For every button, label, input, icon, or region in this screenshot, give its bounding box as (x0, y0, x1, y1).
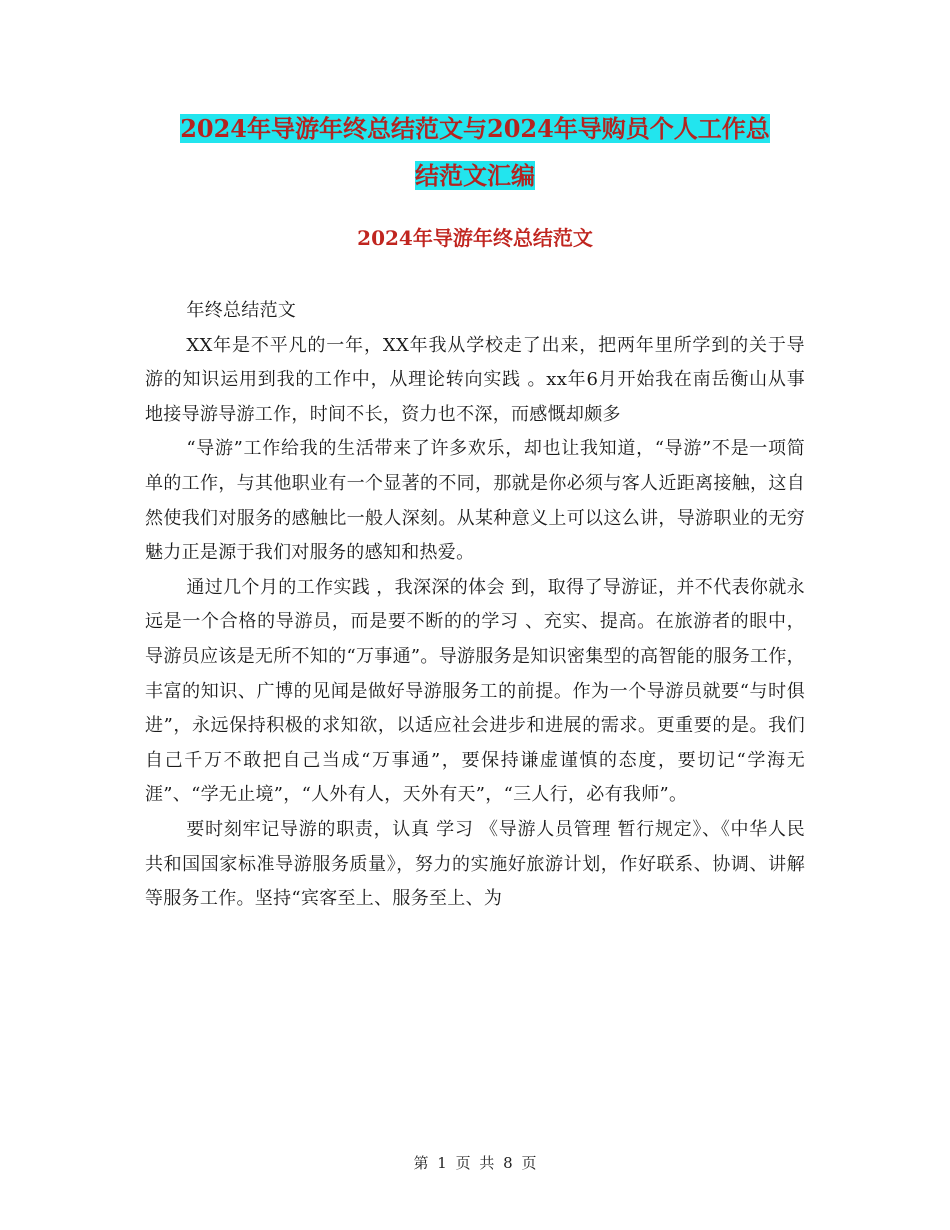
paragraph: XX年是不平凡的一年，XX年我从学校走了出来，把两年里所学到的关于导游的知识运用到我的工作中，从理论转向实践 。xx年6月开始我在南岳衡山从事地接导游导游工作，时间不长，资力也不深，而感慨却颇多 (145, 334, 805, 425)
section-title: 2024年导游年终总结范文 (357, 226, 593, 250)
paragraph: 要时刻牢记导游的职责，认真 学习 《导游人员管理 暂行规定》、《中华人民共和国国家标准导游服务质量》，努力的实施好旅游计划，作好联系、协调、讲解等服务工作。坚持“宾客至上、服务至上、为 (145, 818, 805, 910)
paragraph: “导游”工作给我的生活带来了许多欢乐，却也让我知道，“导游”不是一项简单的工作，与其他职业有一个显著的不同，那就是你必须与客人近距离接触，这自然使我们对服务的感触比一般人深刻。从某种意义上可以这么讲，导游职业的无穷魅力正是源于我们对服务的感知和热爱。 (145, 438, 805, 564)
title-highlight-2: 结范文汇编 (415, 161, 535, 190)
paragraph: 通过几个月的工作实践 ，我深深的体会 到，取得了导游证，并不代表你就永远是一个合格的导游员，而是要不断的的学习 、充实、提高。在旅游者的眼中，导游员应该是无所不知的“万事通”。导游服务是知识密集型的高智能的服务工作，丰富的知识、广博的见闻是做好导游服务工的前提。作为一个导游员就要“与时俱进”，永远保持积极的求知欲，以适应社会进步和进展的需求。更重要的是。我们自己千万不敢把自己当成“万事通”，要保持谦虚谨慎的态度，要切记“学海无涯”、“学无止境”，“人外有人，天外有天”，“三人行，必有我师”。 (145, 576, 805, 806)
title-highlight-1: 2024年导游年终总结范文与2024年导购员个人工作总 (180, 114, 770, 143)
document-title-line-1 (0, 110, 950, 148)
document-title-line-2 (0, 157, 950, 195)
paragraph: 年终总结范文 (186, 300, 297, 321)
page-footer: 第 1 页 共 8 页 (413, 1154, 537, 1172)
body-text (145, 294, 805, 917)
